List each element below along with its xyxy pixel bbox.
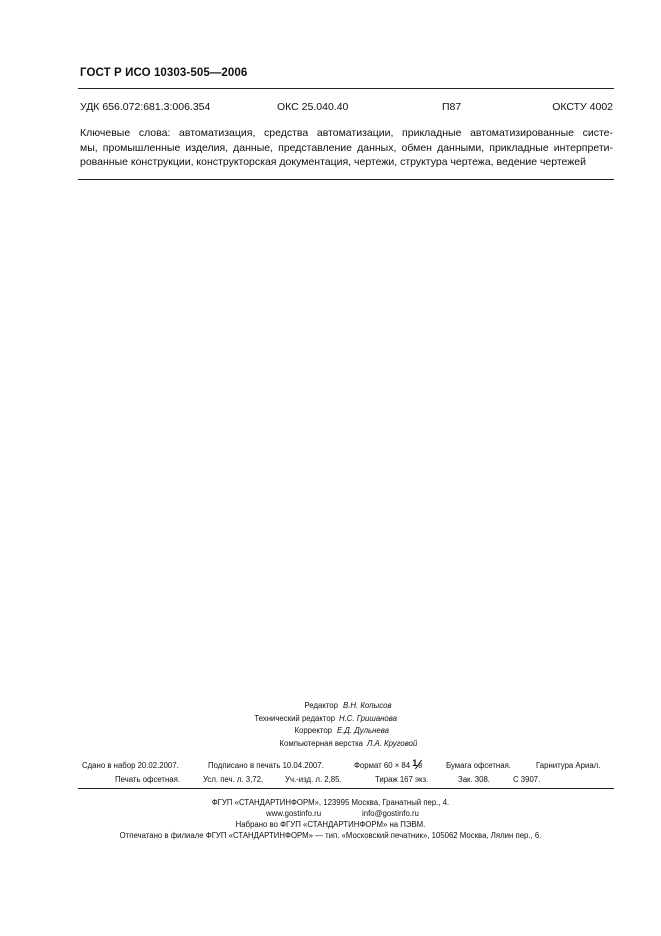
imprint-format: Формат 60 × 84 1 8	[354, 759, 424, 771]
imprint-paper: Бумага офсетная.	[446, 761, 511, 770]
printed-note: Отпечатано в филиале ФГУП «СТАНДАРТИНФОРМ» — тип. «Московский печатник», 105062 Москва, Лялин пер., 6.	[119, 831, 542, 840]
publisher-website: www.gostinfo.ru	[266, 809, 322, 818]
imprint-pub-sheets: Уч.-изд. л. 2,85.	[285, 775, 342, 784]
keywords-block	[80, 126, 613, 170]
imprint-rule	[78, 788, 614, 789]
proofreader-label: Корректор	[294, 726, 332, 735]
imprint-font: Гарнитура Ариал.	[536, 761, 601, 770]
publisher-email: info@gostinfo.ru	[362, 809, 419, 818]
keywords-rule	[78, 179, 614, 180]
layout-name: Л.А. Круговой	[367, 738, 418, 748]
tech-editor-name: Н.С. Гришанова	[339, 713, 398, 723]
keywords-line: Ключевые слова: автоматизация, средства автоматизации, прикладные автоматизированные систе-	[80, 127, 613, 139]
group-code: П87	[442, 101, 462, 113]
proofreader-name: Е.Д. Дульнева	[337, 726, 389, 735]
document-header: ГОСТ Р ИСО 10303-505—2006	[80, 67, 248, 79]
header-rule	[78, 88, 614, 89]
imprint-order: Зак. 308.	[458, 775, 490, 784]
udk-code: УДК 656.072:681.3:006.354	[80, 101, 211, 113]
tech-editor-label: Технический редактор	[254, 713, 335, 723]
fraction-glyph: 1 8	[412, 758, 423, 770]
editor-name: В.Н. Копысов	[343, 701, 392, 710]
classification-row	[80, 101, 613, 115]
typeset-note: Набрано во ФГУП «СТАНДАРТИНФОРМ» на ПЭВМ.	[235, 820, 426, 829]
keywords-line: рованные конструкции, конструкторская документация, чертежи, структура чертежа, ведение чертежей	[80, 156, 587, 168]
imprint-typeset: Сдано в набор 20.02.2007.	[82, 761, 179, 770]
imprint-code: С 3907.	[513, 775, 541, 784]
imprint-signed: Подписано в печать 10.04.2007.	[208, 761, 324, 770]
imprint-printing: Печать офсетная.	[115, 775, 181, 784]
layout-label: Компьютерная верстка	[279, 738, 363, 748]
publisher-address: ФГУП «СТАНДАРТИНФОРМ», 123995 Москва, Гранатный пер., 4.	[211, 798, 450, 807]
editor-label: Редактор	[304, 701, 338, 710]
imprint-run: Тираж 167 экз.	[375, 775, 429, 784]
keywords-line: мы, промышленные изделия, данные, представление данных, обмен данными, прикладные интерпрети-	[80, 141, 613, 154]
oks-code: ОКС 25.040.40	[277, 101, 349, 113]
imprint-conv-sheets: Усл. печ. л. 3,72.	[203, 775, 264, 784]
okstu-code: ОКСТУ 4002	[552, 101, 613, 113]
